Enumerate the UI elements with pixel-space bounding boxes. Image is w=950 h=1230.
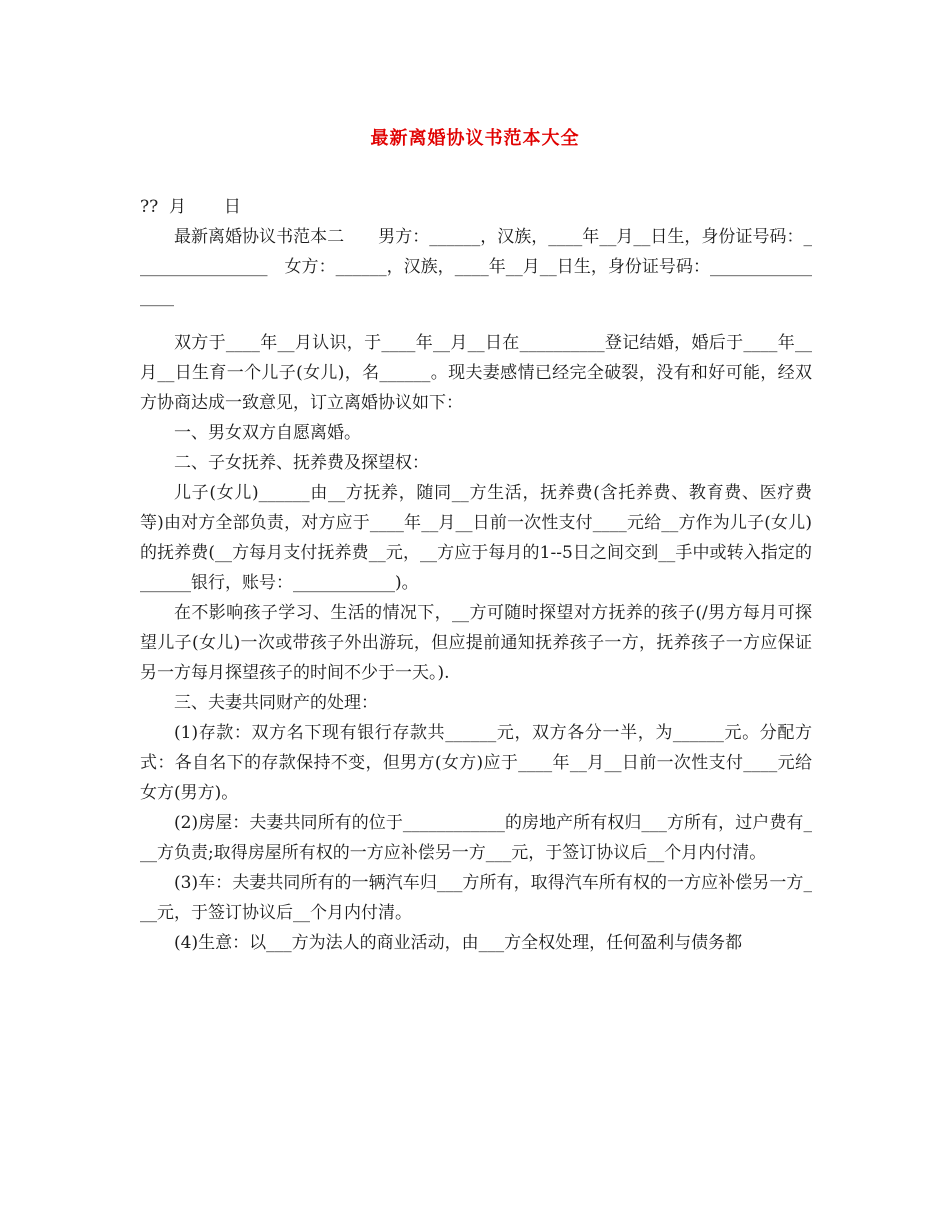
paragraph-deposits: (1)存款：双方名下现有银行存款共______元，双方各分一半，为______元。分配方式：各自名下的存款保持不变，但男方(女方)应于____年__月__日前一次性支付____元给女方(男方)。 [140, 723, 812, 803]
paragraph-clause-2-heading: 二、子女抚养、抚养费及探望权： [174, 453, 429, 473]
paragraph-marriage-info: 双方于____年__月认识，于____年__月__日在__________登记结婚，婚后于____年__月__日生育一个儿子(女儿)，名______。现夫妻感情已经完全破裂，没有和好可能，经双方协商达成一致意见，订立离婚协议如下： [140, 333, 812, 413]
paragraph-child-support: 儿子(女儿)______由__方抚养，随同__方生活，抚养费(含托养费、教育费、医疗费等)由对方全部负责，对方应于____年__月__日前一次性支付____元给__方作为儿子(女儿)的抚养费(__方每月支付抚养费__元，__方应于每月的1--5日之间交到__手中或转入指定的______银行，账号：____________)。 [140, 483, 812, 593]
document-body [140, 192, 812, 958]
date-line: ?? 月 日 [140, 197, 241, 217]
paragraph-clause-1: 一、男女双方自愿离婚。 [174, 423, 361, 443]
paragraph-car: (3)车：夫妻共同所有的一辆汽车归___方所有，取得汽车所有权的一方应补偿另一方___元，于签订协议后__个月内付清。 [140, 873, 812, 923]
paragraph-business: (4)生意：以___方为法人的商业活动，由___方全权处理，任何盈利与债务都 [174, 933, 743, 953]
document-title: 最新离婚协议书范本大全 [370, 128, 580, 149]
paragraph-visitation: 在不影响孩子学习、生活的情况下，__方可随时探望对方抚养的孩子(/男方每月可探望儿子(女儿)一次或带孩子外出游玩，但应提前通知抚养孩子一方，抚养孩子一方应保证另一方每月探望孩子的时间不少于一天。). [140, 603, 812, 683]
paragraph-parties: 最新离婚协议书范本二 男方：______，汉族，____年__月__日生，身份证号码：________________ 女方：______，汉族，____年__月__日生，身份证号码：________________ [140, 227, 812, 307]
paragraph-clause-3-heading: 三、夫妻共同财产的处理： [174, 693, 378, 713]
paragraph-house: (2)房屋：夫妻共同所有的位于____________的房地产所有权归___方所有，过户费有___方负责;取得房屋所有权的一方应补偿另一方___元，于签订协议后__个月内付清。 [140, 813, 812, 863]
